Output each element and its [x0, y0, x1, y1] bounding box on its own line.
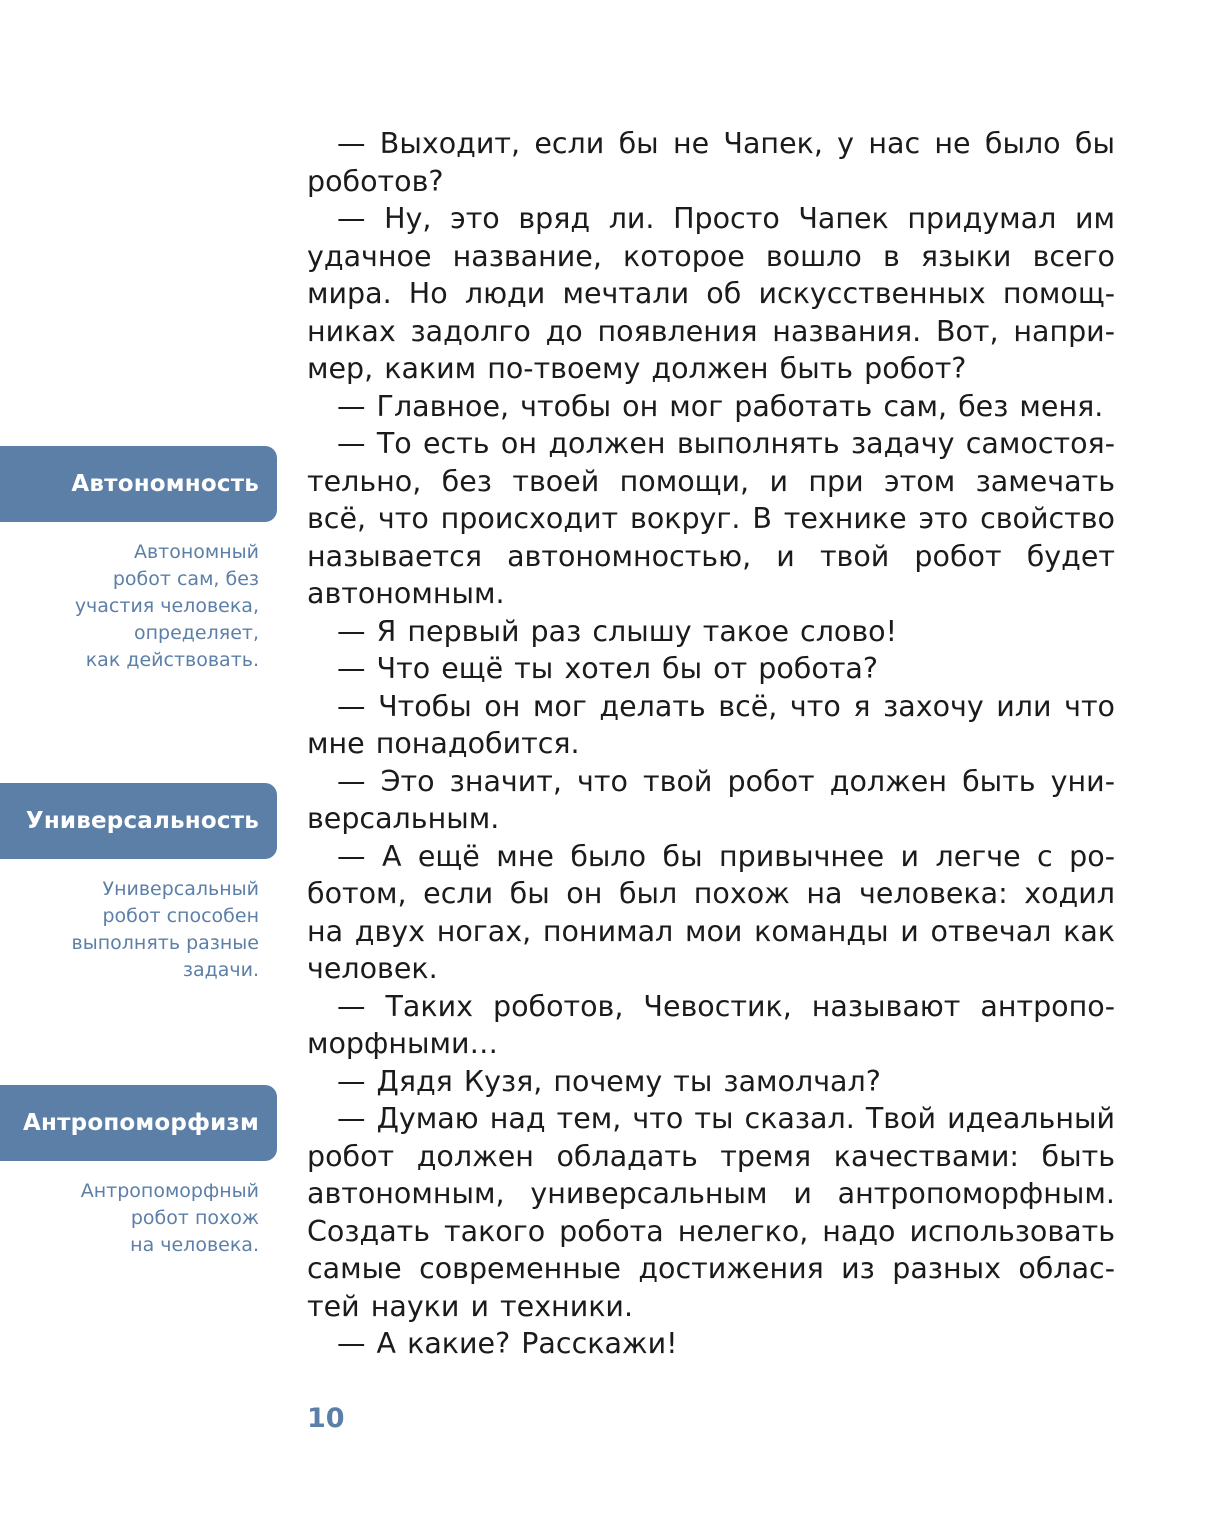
definition-line: как действовать. — [85, 649, 259, 671]
dialogue-paragraph: — А ещё мне было бы привычнее и легче с роботом, если бы он был похож на человека: ходил на двух ногах, понимал мои команды и отвечал как человек. — [307, 839, 1115, 985]
dialogue-paragraph: — Чтобы он мог делать всё, что я захочу или что мне понадобится. — [307, 689, 1115, 760]
term-tab-anthropomorphism — [0, 1085, 277, 1161]
term-definition-anthropomorphism — [20, 1178, 259, 1259]
dialogue-paragraph: — То есть он должен выполнять задачу самостоятельно, без твоей помощи, и при этом замечать всё, что происходит вокруг. В технике это свойство называется автономностью, и твой робот будет автономным. — [307, 427, 1115, 610]
definition-line: робот похож — [130, 1207, 259, 1229]
definition-line: робот способен — [102, 905, 259, 927]
dialogue-paragraph: — Это значит, что твой робот должен быть универсальным. — [307, 764, 1115, 835]
dialogue-paragraph: — Дядя Кузя, почему ты замолчал? — [337, 1064, 881, 1098]
definition-line: задачи. — [182, 959, 259, 981]
dialogue-paragraph: — Думаю над тем, что ты сказал. Твой идеальный робот должен обладать тремя качествами: быть автономным, универсальным и антропоморфным. Создать такого робота нелегко, надо использовать самые современные достижения из разных областей науки и техники. — [307, 1102, 1115, 1323]
dialogue-paragraph: — Ну, это вряд ли. Просто Чапек придумал им удачное название, которое вошло в языки всего мира. Но люди мечтали об искусственных помощниках задолго до появления названия. Вот, например, каким по-твоему должен быть робот? — [307, 202, 1115, 385]
definition-line: на человека. — [130, 1234, 259, 1256]
page-number: 10 — [307, 1403, 345, 1434]
dialogue-paragraph: — Главное, чтобы он мог работать сам, без меня. — [337, 389, 1104, 423]
dialogue-paragraph: — Я первый раз слышу такое слово! — [337, 614, 898, 648]
dialogue-paragraph: — Выходит, если бы не Чапек, у нас не было бы роботов? — [307, 127, 1115, 198]
main-text-column — [307, 125, 1115, 1363]
definition-line: выполнять разные — [71, 932, 259, 954]
definition-line: участия человека, — [74, 595, 259, 617]
dialogue-paragraph: — Таких роботов, Чевостик, называют антропоморфными… — [307, 989, 1115, 1060]
dialogue-paragraph: — А какие? Расскажи! — [337, 1327, 678, 1360]
term-title: Антропоморфизм — [23, 1110, 259, 1136]
term-title: Универсальность — [25, 808, 259, 834]
definition-line: Универсальный — [102, 878, 259, 900]
term-definition-universality — [20, 876, 259, 984]
term-tab-universality — [0, 783, 277, 859]
term-title: Автономность — [71, 471, 259, 497]
definition-line: Автономный — [133, 541, 259, 563]
term-definition-autonomy — [20, 539, 259, 674]
term-tab-autonomy — [0, 446, 277, 522]
definition-line: Антропоморфный — [80, 1180, 259, 1202]
definition-line: робот сам, без — [112, 568, 259, 590]
dialogue-paragraph: — Что ещё ты хотел бы от робота? — [337, 652, 879, 685]
definition-line: определяет, — [134, 622, 259, 644]
